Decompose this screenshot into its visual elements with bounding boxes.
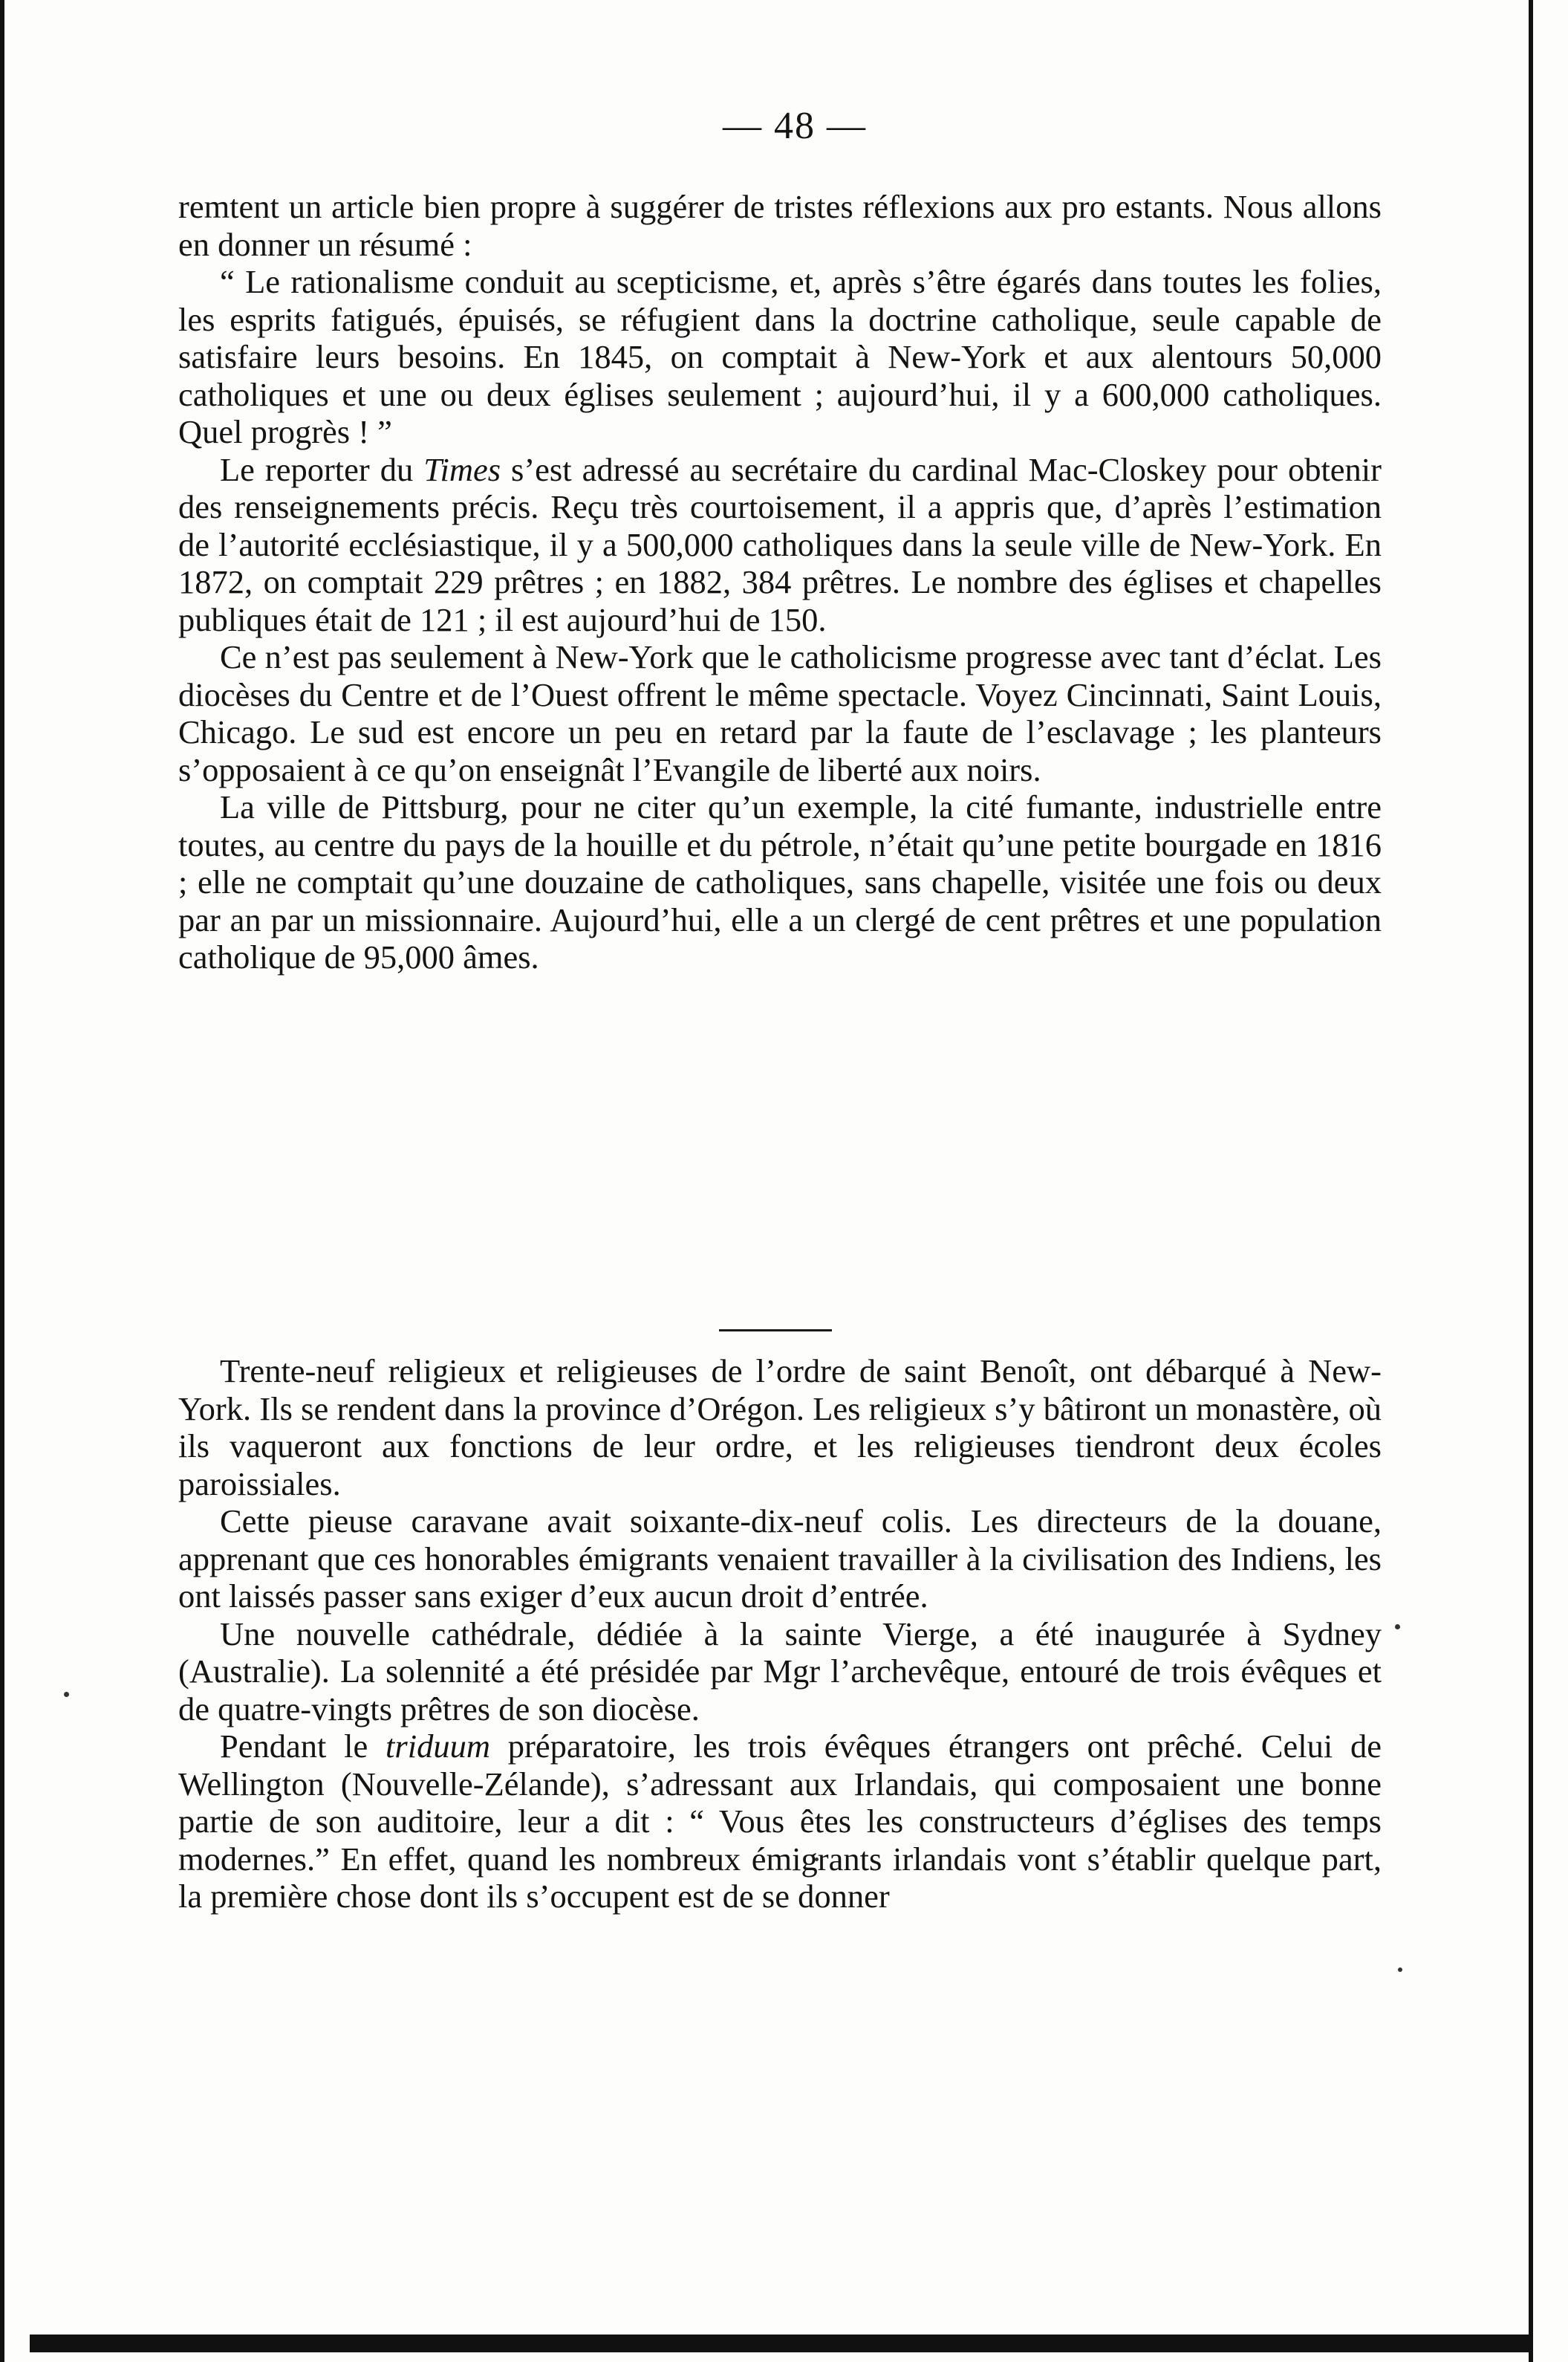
scan-border-bottom bbox=[30, 2335, 1533, 2352]
text-run: Le reporter du bbox=[220, 450, 424, 488]
scan-speck bbox=[1395, 1624, 1400, 1629]
scan-border-right bbox=[1529, 0, 1533, 2362]
paragraph: Ce n’est pas seulement à New-York que le catholicisme progresse avec tant d’éclat. Les diocèses du Centre et de l’Ouest offrent le même spectacle. Voyez Cincinnati, Saint Louis, Chicago. Le sud est encore un peu en retard par la faute de l’esclavage ; les planteurs s’opposaient à ce qu’on enseignât l’Evangile de liberté aux noirs. bbox=[178, 638, 1382, 788]
scan-border-left bbox=[0, 0, 4, 2362]
paragraph: Cette pieuse caravane avait soixante-dix-neuf colis. Les directeurs de la douane, apprenant que ces honorables émigrants venaient travailler à la civilisation des Indiens, les ont laissés passer sans exiger d’eux aucun droit d’entrée. bbox=[178, 1502, 1382, 1615]
paragraph bbox=[178, 451, 1382, 639]
text-run: préparatoire, les trois évêques étrangers ont prêché. Celui de Wellington (Nouvelle-Zélande), s’adressant aux Irlandais, qui composaient une bonne partie de son auditoire, leur a dit : “ Vous êtes les constructeurs d’églises des temps modernes.” En effet, quand les nombreux émigrants irlandais vont s’établir quelque part, la première chose dont ils s’occupent est de se donner bbox=[178, 1727, 1382, 1915]
scan-speck bbox=[1398, 1967, 1402, 1972]
scan-speck bbox=[64, 1692, 69, 1697]
article-section-new-york bbox=[178, 188, 1382, 976]
section-divider bbox=[719, 1329, 832, 1331]
paragraph: La ville de Pittsburg, pour ne citer qu’un exemple, la cité fumante, industrielle entre toutes, au centre du pays de la houille et du pétrole, n’était qu’une petite bourgade en 1816 ; elle ne comptait qu’une douzaine de catholiques, sans chapelle, visitée une fois ou deux par an par un missionnaire. Aujourd’hui, elle a un clergé de cent prêtres et une population catholique de 95,000 âmes. bbox=[178, 788, 1382, 976]
paragraph: Une nouvelle cathédrale, dédiée à la sainte Vierge, a été inaugurée à Sydney (Australie). La solennité a été présidée par Mgr l’archevêque, entouré de trois évêques et de quatre-vingts prêtres de son diocèse. bbox=[178, 1615, 1382, 1727]
page-number: — 48 — bbox=[723, 105, 867, 147]
paragraph: Trente-neuf religieux et religieuses de l’ordre de saint Benoît, ont débarqué à New-York. Ils se rendent dans la province d’Orégon. Les religieux s’y bâtiront un monastère, où ils vaqueront aux fonctions de leur ordre, et les religieuses tiendront deux écoles paroissiales. bbox=[178, 1352, 1382, 1502]
paragraph bbox=[178, 1727, 1382, 1915]
text-run: Pendant le bbox=[220, 1727, 386, 1765]
italic-term: triduum bbox=[386, 1727, 490, 1765]
text-run: s’est adressé au secrétaire du cardinal Mac-Closkey pour obtenir des renseignements précis. Reçu très courtoisement, il a appris que, d’après l’estimation de l’autorité ecclésiastique, il y a 500,000 catholiques dans la seule ville de New-York. En 1872, on comptait 229 prêtres ; en 1882, 384 prêtres. Le nombre des églises et chapelles publiques était de 121 ; il est aujourd’hui de 150. bbox=[178, 450, 1382, 638]
article-section-missions bbox=[178, 1352, 1382, 1915]
newspaper-title: Times bbox=[423, 450, 501, 488]
quoted-paragraph: “ Le rationalisme conduit au scepticisme, et, après s’être égarés dans toutes les folies, les esprits fatigués, épuisés, se réfugient dans la doctrine catholique, seule capable de satisfaire leurs besoins. En 1845, on comptait à New-York et aux alentours 50,000 catholiques et une ou deux églises seulement ; aujourd’hui, il y a 600,000 catholiques. Quel progrès ! ” bbox=[178, 263, 1382, 450]
paragraph: remtent un article bien propre à suggérer de tristes réflexions aux pro estants. Nous allons en donner un résumé : bbox=[178, 188, 1382, 263]
